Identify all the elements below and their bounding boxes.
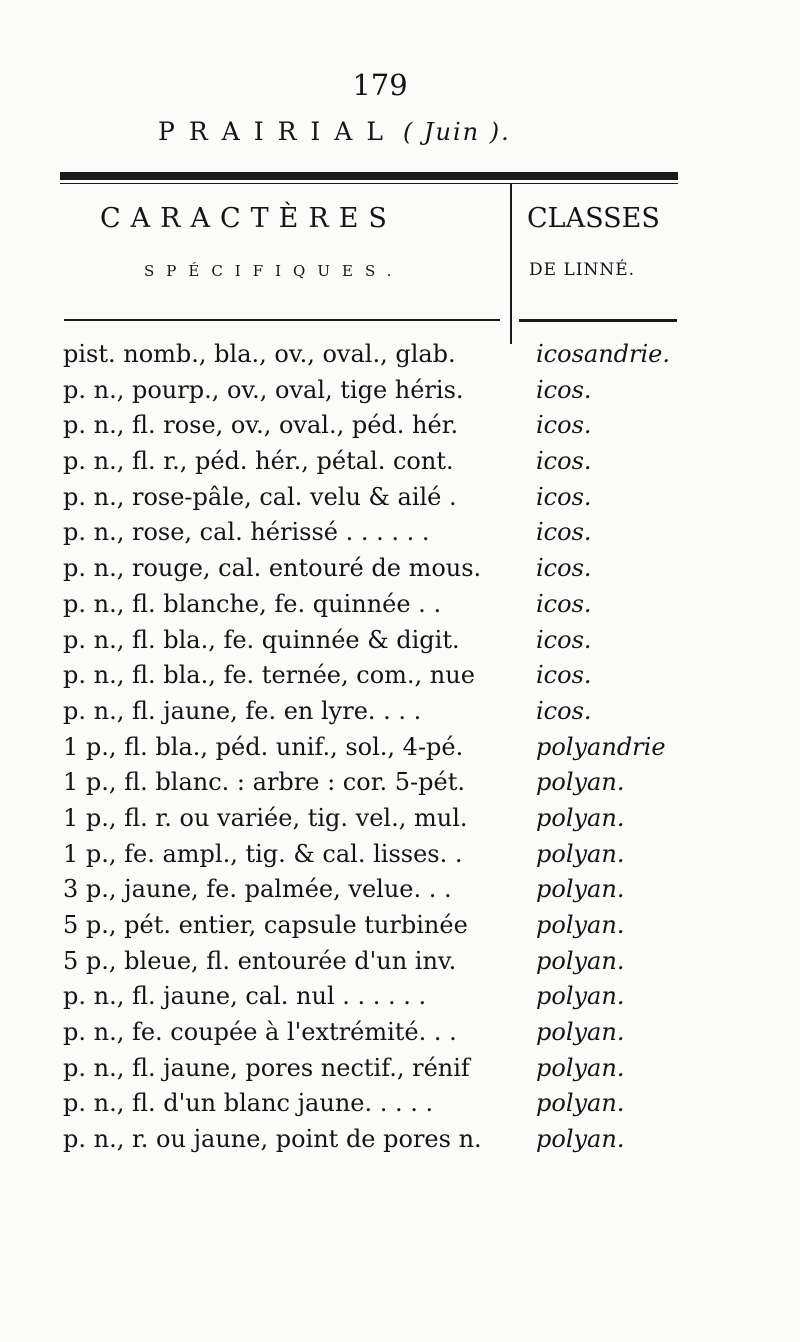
classe-cell: icos.: [536, 375, 592, 404]
characteres-cell: 5 p., bleue, fl. entourée d'un inv.: [63, 946, 457, 975]
classe-cell: polyan.: [536, 982, 625, 1011]
characteres-cell: p. n., rose, cal. hérissé . . . . . .: [63, 518, 430, 547]
table-row: [0, 730, 800, 766]
characteres-cell: p. n., fl. bla., fe. quinnée & digit.: [63, 625, 460, 654]
classe-cell: polyan.: [536, 803, 625, 832]
characteres-cell: p. n., rouge, cal. entouré de mous.: [63, 554, 482, 583]
table-row: [0, 765, 800, 801]
classe-cell: polyan.: [536, 1018, 625, 1047]
header-rule-thin: [60, 183, 678, 184]
characteres-cell: p. n., fl. rose, ov., oval., péd. hér.: [63, 411, 459, 440]
characteres-cell: 5 p., pét. entier, capsule turbinée: [63, 911, 468, 939]
characteres-cell: p. n., fl. d'un blanc jaune. . . . .: [63, 1089, 434, 1118]
table-row: [0, 1086, 800, 1122]
table-row: [0, 837, 800, 873]
classe-cell: icos.: [536, 447, 592, 476]
classe-cell: polyan.: [536, 1125, 625, 1154]
table-row: [0, 1122, 800, 1158]
table-row: [0, 908, 800, 944]
table-row: [0, 944, 800, 980]
table-row: [0, 623, 800, 659]
classe-cell: icos.: [536, 661, 592, 690]
characteres-cell: p. n., fl. jaune, fe. en lyre. . . .: [63, 696, 422, 725]
table-row: [0, 658, 800, 694]
table-row: [0, 373, 800, 409]
page-number: 179: [352, 68, 408, 102]
table-row: [0, 694, 800, 730]
table-row: [0, 515, 800, 551]
classe-cell: polyan.: [536, 839, 625, 868]
classe-cell: icos.: [536, 411, 592, 440]
characteres-cell: p. n., pourp., ov., oval, tige héris.: [63, 375, 464, 404]
characteres-cell: p. n., r. ou jaune, point de pores n.: [63, 1125, 482, 1154]
header-rule-thick: [60, 172, 678, 180]
classe-cell: polyan.: [536, 946, 625, 975]
classe-cell: icos.: [536, 696, 592, 725]
characteres-cell: 1 p., fe. ampl., tig. & cal. lisses. .: [63, 839, 463, 868]
classe-cell: icos.: [536, 482, 592, 511]
classe-cell: icos.: [536, 518, 592, 547]
column-rule-right: [519, 319, 677, 322]
characteres-cell: p. n., fe. coupée à l'extrémité. . .: [63, 1018, 457, 1047]
table-row: [0, 337, 800, 373]
table-row: [0, 480, 800, 516]
table-row: [0, 408, 800, 444]
characteres-cell: p. n., rose-pâle, cal. velu & ailé .: [63, 482, 457, 511]
table-row: [0, 1051, 800, 1087]
classe-cell: polyan.: [536, 875, 625, 904]
characteres-cell: 1 p., fl. blanc. : arbre : cor. 5-pét.: [63, 768, 465, 797]
species-table: [0, 337, 800, 1158]
classe-cell: icos.: [536, 589, 592, 618]
column-header-characteres: CARACTÈRES: [100, 203, 397, 234]
running-head: [158, 117, 511, 146]
table-row: [0, 551, 800, 587]
table-row: [0, 587, 800, 623]
classe-cell: icos.: [536, 554, 592, 583]
table-row: [0, 801, 800, 837]
column-divider: [510, 184, 512, 344]
characteres-cell: pist. nomb., bla., ov., oval., glab.: [63, 340, 456, 368]
characteres-cell: p. n., fl. r., péd. hér., pétal. cont.: [63, 447, 454, 476]
characteres-cell: 3 p., jaune, fe. palmée, velue. . .: [63, 875, 452, 904]
table-row: [0, 1015, 800, 1051]
characteres-cell: p. n., fl. jaune, cal. nul . . . . . .: [63, 982, 427, 1011]
classe-cell: polyandrie: [536, 732, 666, 761]
classe-cell: polyan.: [536, 768, 625, 797]
column-header-specifiques: SPÉCIFIQUES.: [144, 262, 404, 280]
column-rule-left: [64, 319, 500, 321]
table-row: [0, 444, 800, 480]
table-row: [0, 979, 800, 1015]
characteres-cell: p. n., fl. blanche, fe. quinnée . .: [63, 589, 442, 618]
column-header-classes: CLASSES: [527, 203, 660, 234]
running-head-title: PRAIRIAL: [158, 117, 397, 146]
classe-cell: polyan.: [536, 1089, 625, 1118]
characteres-cell: p. n., fl. bla., fe. ternée, com., nue: [63, 661, 475, 690]
classe-cell: icos.: [536, 625, 592, 654]
characteres-cell: p. n., fl. jaune, pores nectif., rénif: [63, 1053, 470, 1082]
classe-cell: polyan.: [536, 1053, 625, 1082]
table-row: [0, 872, 800, 908]
classe-cell: icosandrie.: [536, 340, 670, 368]
column-header-de-linne: DE LINNÉ.: [529, 260, 636, 280]
classe-cell: polyan.: [536, 911, 625, 939]
running-head-month: ( Juin ).: [402, 118, 511, 146]
characteres-cell: 1 p., fl. bla., péd. unif., sol., 4-pé.: [63, 732, 464, 761]
characteres-cell: 1 p., fl. r. ou variée, tig. vel., mul.: [63, 803, 468, 832]
